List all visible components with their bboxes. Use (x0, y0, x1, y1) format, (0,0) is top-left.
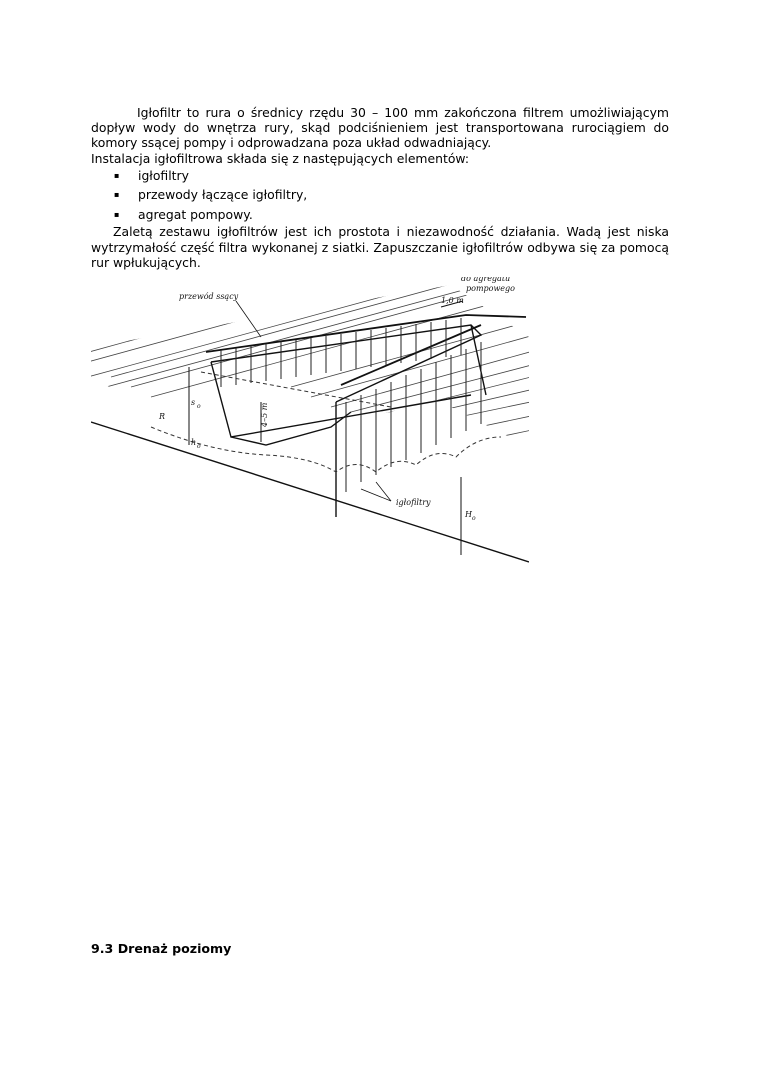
label-spacing: 1,0 m (441, 296, 464, 305)
label-s0: s (191, 398, 196, 407)
label-h0-sub: o (197, 443, 201, 450)
paragraph-elements-intro: Instalacja igłofiltrowa składa się z następujących elementów: (91, 150, 470, 166)
list-item (91, 205, 669, 225)
paragraph-assessment: Zaletą zestawu igłofiltrów jest ich prostota i niezawodność działania. Wadą jest niska wytrzymałość część filtra wykonanej z siatki. Zapuszczanie igłofiltrów odbywa się za pomocą rur wpłukujących. (91, 224, 669, 270)
label-needle-filters: igłofiltry (396, 498, 431, 507)
list-item-text: przewody łączące igłofiltry, (138, 187, 308, 203)
label-depth: 4–5 m (260, 402, 269, 427)
wellpoint-diagram (91, 277, 529, 570)
bullet-icon: ▪ (114, 209, 120, 219)
paragraph-intro: Igłofiltr to rura o średnicy rzędu 30 – 100 mm zakończona filtrem umożliwiającym dopływ wody do wnętrza rury, skąd podciśnieniem jest transportowana rurociągiem do komory ssącej pompy i odprowadzana poza układ odwadniający. (91, 105, 669, 151)
label-R: R (159, 412, 166, 421)
list-item (91, 166, 669, 186)
list-item-text: igłofiltry (138, 167, 189, 183)
elements-list (91, 166, 669, 225)
section-heading: 9.3 Drenaż poziomy (91, 941, 232, 956)
diagram-svg (91, 277, 529, 570)
suction-header-pipe (206, 315, 526, 385)
intro-block (91, 105, 669, 270)
label-H0: H (465, 510, 472, 519)
label-s0-sub: o (197, 403, 201, 410)
label-to-pump-2: pompowego (466, 284, 515, 293)
label-h0: h (191, 438, 197, 447)
list-item (91, 185, 669, 205)
label-H0-sub: o (472, 515, 476, 522)
bullet-icon: ▪ (114, 190, 120, 200)
label-suction-pipe: przewód ssący (179, 292, 239, 301)
bullet-icon: ▪ (114, 170, 120, 180)
list-item-text: agregat pompowy. (138, 206, 253, 222)
excavation-pit (91, 325, 529, 562)
label-to-pump: do agregatu (461, 277, 511, 283)
